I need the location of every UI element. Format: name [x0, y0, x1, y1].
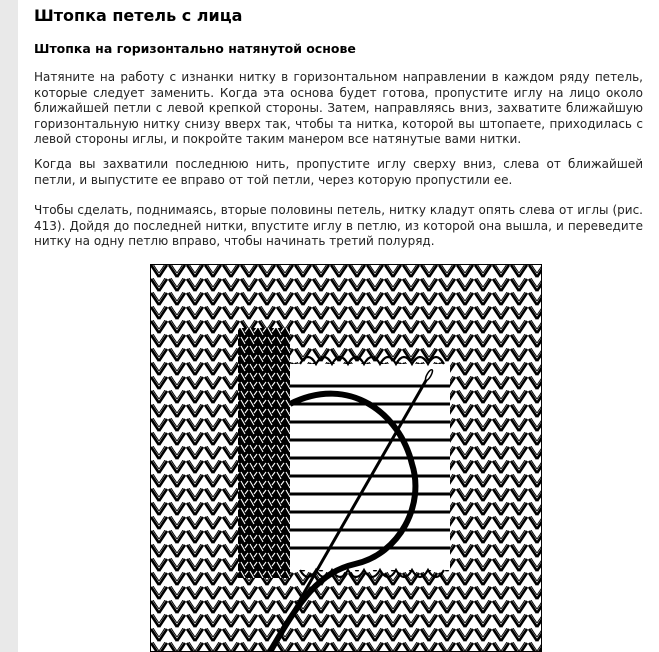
paragraph-3: Чтобы сделать, поднимаясь, вторые половины петель, нитку кладут опять слева от иглы (рис. 413). Дойдя до последней нитки, впустите иглу в петлю, из которой она вышла, и переведите нитку на одну петлю вправо, чтобы начинать третий полуряд.: [34, 203, 643, 249]
paragraph-2: Когда вы захватили последнюю нить, пропустите иглу сверху вниз, слева от ближайшей петли, и выпустите ее вправо от той петли, через которую пропустили ее.: [34, 157, 643, 187]
section-subtitle: Штопка на горизонтально натянутой основе: [34, 41, 356, 56]
paragraph-1: Натяните на работу с изнанки нитку в горизонтальном направлении в каждом ряду петель, которые следует заменить. Когда эта основа будет готова, пропустите иглу на лицо около ближайшей петли с левой крепкой стороны. Затем, направляясь вниз, захватите ближайшую горизонтальную нитку снизу вверх так, чтобы та нитка, которой вы штопаете, приходилась с левой стороны иглы, и покройте таким манером все натянутые вами нитки.: [34, 70, 643, 147]
knitting-darn-illustration: [150, 264, 542, 652]
page-title: Штопка петель с лица: [34, 6, 243, 25]
article-page: [18, 0, 659, 652]
